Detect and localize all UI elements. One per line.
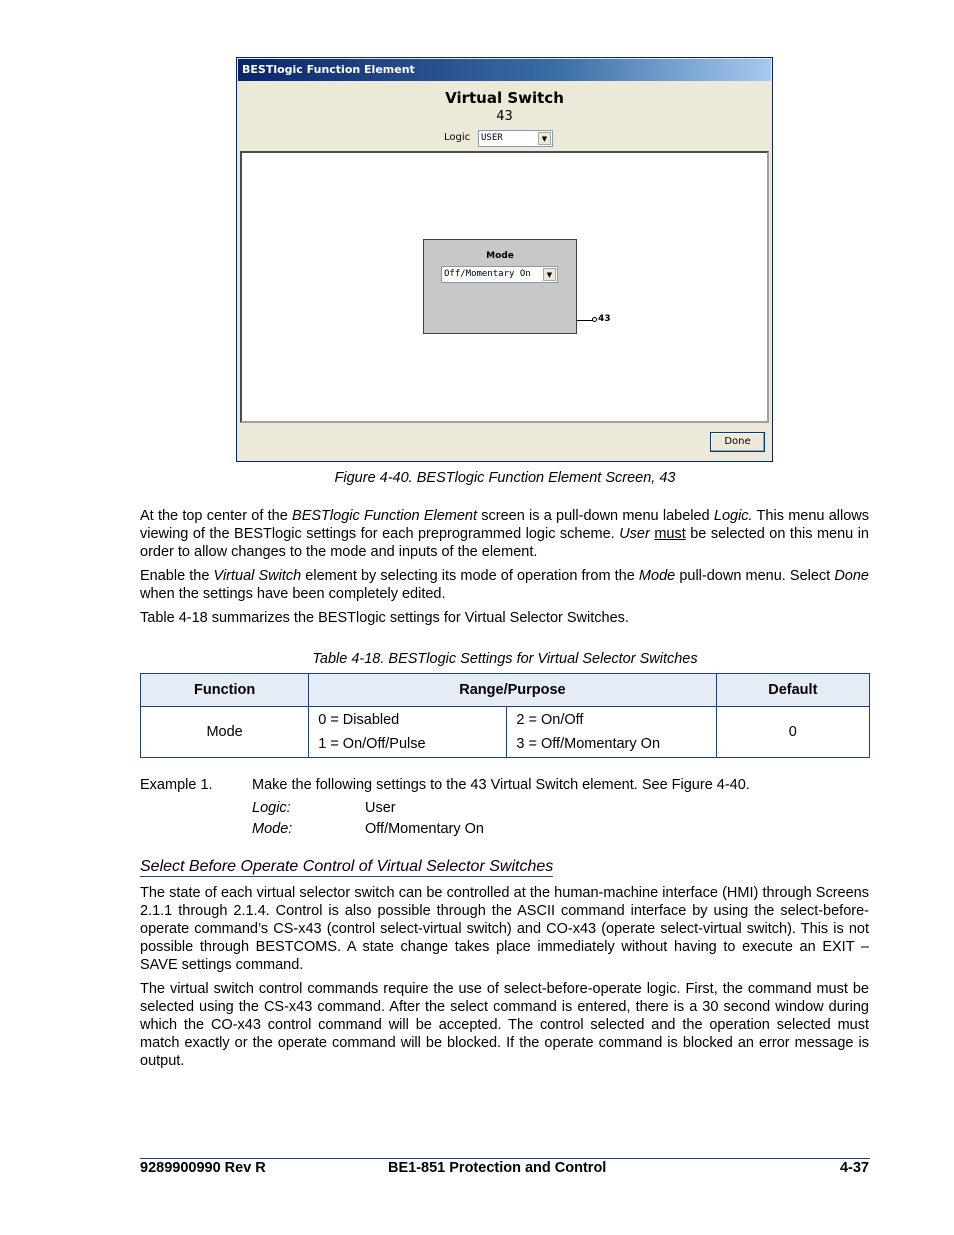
table-row <box>141 707 870 758</box>
example-text: Make the following settings to the 43 Virtual Switch element. See Figure 4-40. <box>252 777 750 793</box>
output-label: 43 <box>598 314 611 324</box>
cell-range-a: 0 = Disabled 1 = On/Off/Pulse <box>309 707 507 758</box>
section-paragraph-1: The state of each virtual selector switch can be controlled at the human-machine interface (HMI) through Screens 2.1.1 through 2.1.4. Control is also possible through the ASCII command interface by using the select-before-operate command’s CS-x43 (control select-virtual switch) and CO-x43 (operate select-virtual switch). This is not possible through BESTCOMS. A state change takes place immediately without having to execute an EXIT – SAVE settings command. <box>140 885 869 973</box>
mode-block <box>423 239 577 334</box>
mode-dropdown[interactable] <box>441 266 558 283</box>
header-range-purpose: Range/Purpose <box>309 674 716 707</box>
mode-dropdown-value: Off/Momentary On <box>444 269 531 279</box>
footer-divider <box>140 1158 870 1159</box>
logic-label: Logic <box>444 132 471 143</box>
chevron-down-icon[interactable]: ▼ <box>538 132 551 145</box>
section-paragraph-2: The virtual switch control commands require the use of select-before-operate logic. First, the command must be selected using the CS-x43 command. After the select command is entered, there is a 30 second window during which the CO-x43 control command will be accepted. The control selected and the operation selected must match exactly or the operate command will be blocked. If the operate command is blocked an error message is output. <box>140 981 869 1069</box>
function-element-window <box>236 57 773 462</box>
footer-page-number: 4-37 <box>839 1160 869 1176</box>
cell-default: 0 <box>716 707 869 758</box>
done-button[interactable]: Done <box>710 432 765 452</box>
header-default: Default <box>716 674 869 707</box>
element-number: 43 <box>496 109 513 124</box>
table-header-row <box>141 674 870 707</box>
example-key-mode: Mode: <box>252 821 293 837</box>
footer-doc-number: 9289900990 Rev R <box>140 1160 266 1176</box>
chevron-down-icon[interactable]: ▼ <box>543 268 556 281</box>
example-value-mode: Off/Momentary On <box>365 821 484 837</box>
section-heading: Select Before Operate Control of Virtual Selector Switches <box>140 858 554 875</box>
cell-function: Mode <box>141 707 309 758</box>
figure-caption: Figure 4-40. BESTlogic Function Element Screen, 43 <box>334 470 676 486</box>
window-title-bar: BESTlogic Function Element <box>238 59 771 81</box>
logic-dropdown[interactable] <box>478 130 553 147</box>
output-line <box>577 320 593 321</box>
logic-dropdown-value: USER <box>481 133 503 143</box>
mode-label: Mode <box>486 251 514 261</box>
cell-range-b: 2 = On/Off 3 = Off/Momentary On <box>507 707 716 758</box>
logic-canvas <box>240 151 769 423</box>
settings-table <box>140 673 870 758</box>
paragraph-enable-switch: Enable the Virtual Switch element by selecting its mode of operation from the Mode pull-down menu. Select Done when the settings have been completely edited. <box>140 568 869 602</box>
element-heading: Virtual Switch <box>445 89 564 107</box>
paragraph-logic-menu: At the top center of the BESTlogic Function Element screen is a pull-down menu labeled Logic. This menu allows viewing of the BESTlogic settings for each preprogrammed logic scheme. User must be selected on this menu in order to allow changes to the mode and inputs of the element. <box>140 508 869 560</box>
example-key-logic: Logic: <box>252 800 291 816</box>
paragraph-table-intro: Table 4-18 summarizes the BESTlogic settings for Virtual Selector Switches. <box>140 610 629 626</box>
table-caption: Table 4-18. BESTlogic Settings for Virtual Selector Switches <box>312 651 698 667</box>
header-function: Function <box>141 674 309 707</box>
example-label: Example 1. <box>140 777 213 793</box>
footer-title: BE1-851 Protection and Control <box>388 1160 607 1176</box>
example-value-logic: User <box>365 800 396 816</box>
output-node-icon <box>592 317 597 322</box>
